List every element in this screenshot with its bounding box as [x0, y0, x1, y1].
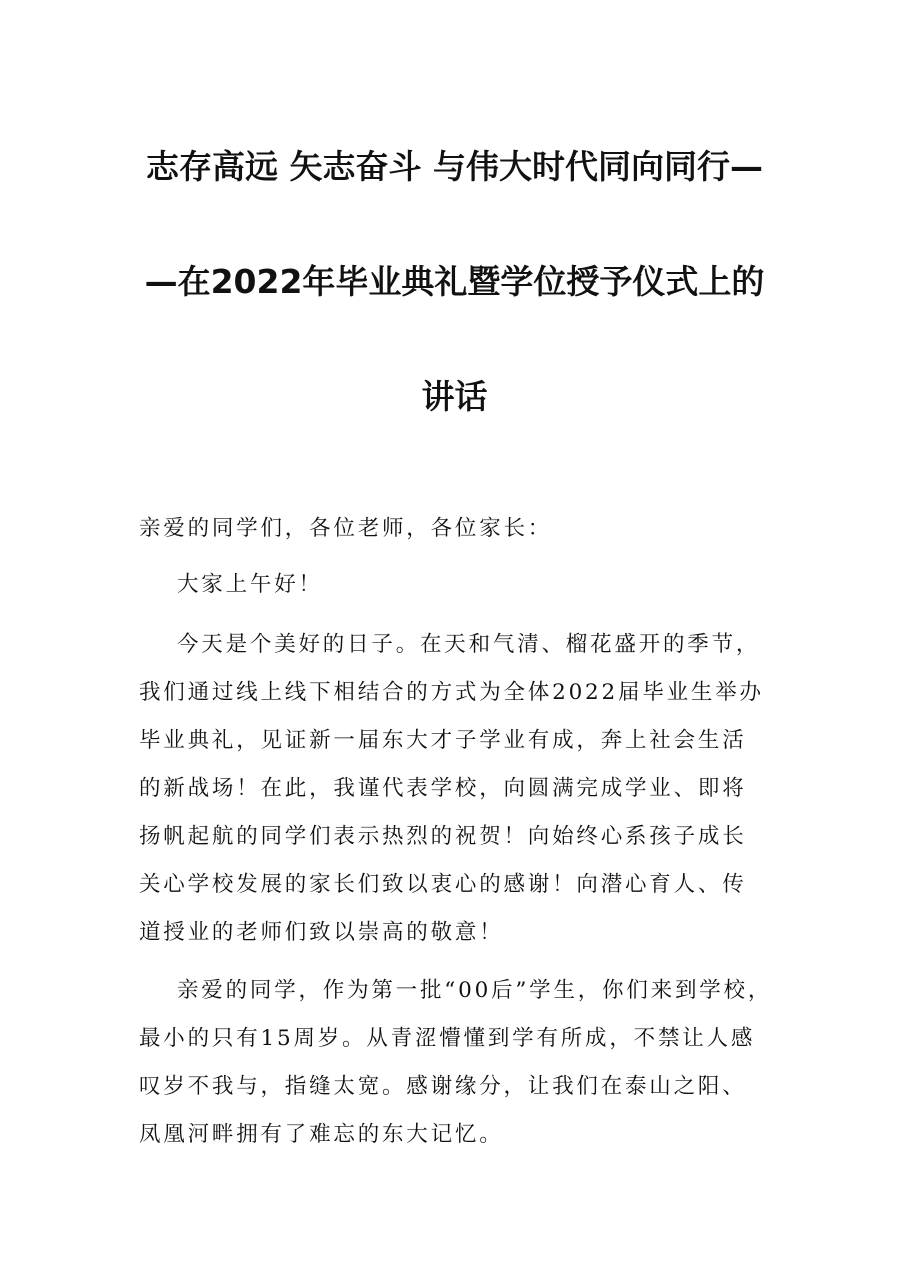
paragraph-2-line: 亲爱的同学，作为第一批“00后”学生，你们来到学校，	[177, 978, 773, 1003]
paragraph-1-line: 关心学校发展的家长们致以衷心的感谢！向潜心育人、传	[139, 872, 747, 897]
paragraph-2-line: 凤凰河畔拥有了难忘的东大记忆。	[139, 1122, 504, 1147]
document-title-line-1: 志存高远 矢志奋斗 与伟大时代同向同行—	[146, 147, 763, 186]
salutation: 亲爱的同学们，各位老师，各位家长：	[139, 516, 553, 541]
paragraph-1-line: 道授业的老师们致以崇高的敬意！	[139, 920, 504, 945]
document-title-line-2: —在2022年毕业典礼暨学位授予仪式上的	[144, 262, 765, 301]
paragraph-2-line: 最小的只有15周岁。从青涩懵懂到学有所成，不禁让人感	[139, 1026, 756, 1051]
paragraph-1-line: 毕业典礼，见证新一届东大才子学业有成，奔上社会生活	[139, 728, 747, 753]
paragraph-2-line: 叹岁不我与，指缝太宽。感谢缘分，让我们在泰山之阳、	[139, 1074, 747, 1099]
paragraph-1-line: 的新战场！在此，我谨代表学校，向圆满完成学业、即将	[139, 776, 747, 801]
document-title-line-3: 讲话	[421, 377, 488, 416]
paragraph-1-line: 我们通过线上线下相结合的方式为全体2022届毕业生举办	[139, 680, 764, 705]
paragraph-1-line: 今天是个美好的日子。在天和气清、榴花盛开的季节，	[177, 632, 761, 657]
greeting: 大家上午好！	[177, 572, 323, 597]
paragraph-1-line: 扬帆起航的同学们表示热烈的祝贺！向始终心系孩子成长	[139, 824, 747, 849]
